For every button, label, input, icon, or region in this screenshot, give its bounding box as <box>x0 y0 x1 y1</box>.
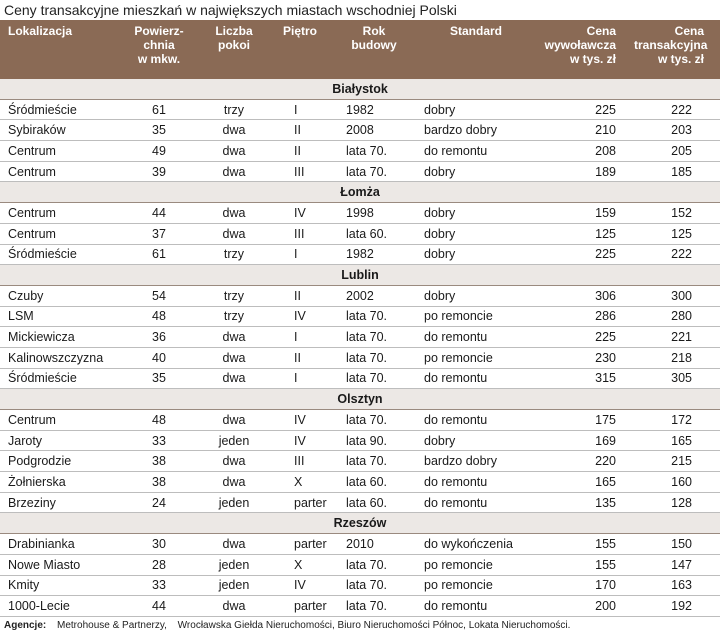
cell-asking-price: 189 <box>538 161 632 182</box>
cell-area: 35 <box>116 368 202 389</box>
table-row <box>0 472 720 493</box>
cell-asking-price: 225 <box>538 244 632 265</box>
table-row <box>0 327 720 348</box>
cell-year: lata 70. <box>334 554 414 575</box>
cell-transaction-price: 205 <box>632 141 720 162</box>
table-row <box>0 223 720 244</box>
cell-asking-price: 286 <box>538 306 632 327</box>
cell-rooms: dwa <box>202 368 266 389</box>
table-row <box>0 203 720 224</box>
table-row <box>0 430 720 451</box>
cell-standard: dobry <box>414 223 538 244</box>
col-header-year: Rok budowy <box>334 20 414 79</box>
cell-floor: III <box>266 223 334 244</box>
cell-floor: IV <box>266 203 334 224</box>
cell-standard: do remontu <box>414 472 538 493</box>
cell-floor: parter <box>266 596 334 617</box>
table-row <box>0 596 720 617</box>
cell-asking-price: 165 <box>538 472 632 493</box>
cell-standard: do remontu <box>414 410 538 431</box>
cell-floor: II <box>266 141 334 162</box>
cell-standard: dobry <box>414 99 538 120</box>
col-header-rooms: Liczba pokoi <box>202 20 266 79</box>
cell-asking-price: 169 <box>538 430 632 451</box>
city-row <box>0 389 720 410</box>
cell-standard: dobry <box>414 244 538 265</box>
cell-location: Centrum <box>0 410 116 431</box>
cell-transaction-price: 222 <box>632 99 720 120</box>
cell-floor: II <box>266 347 334 368</box>
cell-rooms: dwa <box>202 161 266 182</box>
cell-area: 44 <box>116 596 202 617</box>
col-header-transaction-price: Cena transakcyjna w tys. zł <box>632 20 720 79</box>
city-name: Rzeszów <box>0 513 720 534</box>
cell-asking-price: 155 <box>538 534 632 555</box>
cell-asking-price: 315 <box>538 368 632 389</box>
cell-rooms: trzy <box>202 244 266 265</box>
table-row <box>0 120 720 141</box>
cell-asking-price: 220 <box>538 451 632 472</box>
cell-transaction-price: 218 <box>632 347 720 368</box>
cell-area: 28 <box>116 554 202 575</box>
col-header-area: Powierz- chnia w mkw. <box>116 20 202 79</box>
cell-year: 1982 <box>334 244 414 265</box>
cell-floor: I <box>266 99 334 120</box>
cell-standard: dobry <box>414 430 538 451</box>
cell-year: lata 90. <box>334 430 414 451</box>
cell-location: Centrum <box>0 203 116 224</box>
cell-asking-price: 175 <box>538 410 632 431</box>
footer-sources <box>0 617 720 635</box>
col-header-standard: Standard <box>414 20 538 79</box>
cell-location: Centrum <box>0 141 116 162</box>
cell-rooms: jeden <box>202 554 266 575</box>
cell-floor: X <box>266 472 334 493</box>
cell-transaction-price: 163 <box>632 575 720 596</box>
cell-area: 48 <box>116 306 202 327</box>
cell-location: Brzeziny <box>0 492 116 513</box>
cell-year: lata 70. <box>334 306 414 327</box>
cell-transaction-price: 152 <box>632 203 720 224</box>
cell-standard: po remoncie <box>414 347 538 368</box>
cell-area: 35 <box>116 120 202 141</box>
cell-location: Czuby <box>0 285 116 306</box>
cell-standard: po remoncie <box>414 554 538 575</box>
cell-location: Jaroty <box>0 430 116 451</box>
col-header-location: Lokalizacja <box>0 20 116 79</box>
cell-year: 2008 <box>334 120 414 141</box>
cell-asking-price: 225 <box>538 327 632 348</box>
cell-floor: IV <box>266 410 334 431</box>
cell-area: 24 <box>116 492 202 513</box>
cell-location: Centrum <box>0 223 116 244</box>
cell-location: Mickiewicza <box>0 327 116 348</box>
cell-floor: III <box>266 451 334 472</box>
table-row <box>0 410 720 431</box>
cell-standard: dobry <box>414 161 538 182</box>
table-row <box>0 306 720 327</box>
cell-rooms: trzy <box>202 99 266 120</box>
cell-rooms: dwa <box>202 596 266 617</box>
col-header-asking-price: Cena wywoławcza w tys. zł <box>538 20 632 79</box>
footer-label: Agencje: <box>4 619 47 631</box>
cell-area: 37 <box>116 223 202 244</box>
cell-location: 1000-Lecie <box>0 596 116 617</box>
cell-year: 1982 <box>334 99 414 120</box>
cell-area: 38 <box>116 451 202 472</box>
cell-year: lata 70. <box>334 596 414 617</box>
cell-year: lata 70. <box>334 575 414 596</box>
cell-rooms: dwa <box>202 472 266 493</box>
table-row <box>0 554 720 575</box>
cell-year: lata 60. <box>334 492 414 513</box>
table-row <box>0 99 720 120</box>
cell-standard: dobry <box>414 285 538 306</box>
cell-asking-price: 155 <box>538 554 632 575</box>
cell-asking-price: 159 <box>538 203 632 224</box>
table-row <box>0 347 720 368</box>
cell-standard: do remontu <box>414 327 538 348</box>
cell-area: 49 <box>116 141 202 162</box>
cell-transaction-price: 160 <box>632 472 720 493</box>
cell-location: Żołnierska <box>0 472 116 493</box>
table-row <box>0 141 720 162</box>
cell-floor: parter <box>266 534 334 555</box>
cell-transaction-price: 305 <box>632 368 720 389</box>
cell-asking-price: 125 <box>538 223 632 244</box>
table-row <box>0 161 720 182</box>
cell-location: Nowe Miasto <box>0 554 116 575</box>
city-name: Łomża <box>0 182 720 203</box>
cell-transaction-price: 222 <box>632 244 720 265</box>
cell-location: Kalinowszczyzna <box>0 347 116 368</box>
cell-year: lata 70. <box>334 141 414 162</box>
cell-location: Sybiraków <box>0 120 116 141</box>
cell-asking-price: 210 <box>538 120 632 141</box>
cell-transaction-price: 221 <box>632 327 720 348</box>
cell-floor: X <box>266 554 334 575</box>
cell-floor: III <box>266 161 334 182</box>
cell-floor: parter <box>266 492 334 513</box>
col-header-floor: Piętro <box>266 20 334 79</box>
cell-year: lata 70. <box>334 410 414 431</box>
cell-transaction-price: 203 <box>632 120 720 141</box>
cell-floor: I <box>266 244 334 265</box>
cell-area: 38 <box>116 472 202 493</box>
cell-standard: bardzo dobry <box>414 120 538 141</box>
cell-asking-price: 170 <box>538 575 632 596</box>
cell-area: 33 <box>116 430 202 451</box>
cell-transaction-price: 128 <box>632 492 720 513</box>
city-name: Olsztyn <box>0 389 720 410</box>
city-row <box>0 182 720 203</box>
cell-year: lata 70. <box>334 161 414 182</box>
city-name: Lublin <box>0 265 720 286</box>
cell-area: 54 <box>116 285 202 306</box>
cell-location: Podgrodzie <box>0 451 116 472</box>
city-name: Białystok <box>0 79 720 99</box>
cell-standard: do wykończenia <box>414 534 538 555</box>
prices-table <box>0 20 720 617</box>
cell-year: lata 60. <box>334 223 414 244</box>
cell-rooms: dwa <box>202 223 266 244</box>
cell-area: 36 <box>116 327 202 348</box>
cell-transaction-price: 280 <box>632 306 720 327</box>
cell-transaction-price: 300 <box>632 285 720 306</box>
cell-standard: do remontu <box>414 368 538 389</box>
cell-area: 39 <box>116 161 202 182</box>
cell-standard: do remontu <box>414 596 538 617</box>
cell-transaction-price: 185 <box>632 161 720 182</box>
cell-asking-price: 200 <box>538 596 632 617</box>
cell-location: Śródmieście <box>0 99 116 120</box>
header-row <box>0 20 720 79</box>
table-row <box>0 492 720 513</box>
cell-standard: do remontu <box>414 141 538 162</box>
cell-standard: bardzo dobry <box>414 451 538 472</box>
cell-rooms: dwa <box>202 347 266 368</box>
cell-rooms: jeden <box>202 575 266 596</box>
cell-floor: IV <box>266 306 334 327</box>
cell-transaction-price: 215 <box>632 451 720 472</box>
cell-floor: I <box>266 368 334 389</box>
cell-floor: II <box>266 285 334 306</box>
city-row <box>0 79 720 99</box>
cell-location: Centrum <box>0 161 116 182</box>
cell-location: Drabinianka <box>0 534 116 555</box>
footer-source: Metrohouse & Partnerzy, <box>57 619 167 631</box>
cell-area: 44 <box>116 203 202 224</box>
cell-area: 61 <box>116 244 202 265</box>
cell-rooms: jeden <box>202 430 266 451</box>
cell-floor: I <box>266 327 334 348</box>
table-title: Ceny transakcyjne mieszkań w największych miastach wschodniej Polski <box>4 2 457 18</box>
cell-year: lata 60. <box>334 472 414 493</box>
table-row <box>0 534 720 555</box>
cell-rooms: dwa <box>202 120 266 141</box>
cell-rooms: trzy <box>202 306 266 327</box>
footer-source: Wrocławska Giełda Nieruchomości, Biuro Nieruchomości Północ, Lokata Nieruchomości. <box>177 619 571 631</box>
cell-rooms: dwa <box>202 327 266 348</box>
cell-rooms: dwa <box>202 141 266 162</box>
cell-rooms: dwa <box>202 410 266 431</box>
cell-area: 30 <box>116 534 202 555</box>
cell-area: 48 <box>116 410 202 431</box>
cell-asking-price: 230 <box>538 347 632 368</box>
cell-area: 40 <box>116 347 202 368</box>
cell-rooms: dwa <box>202 534 266 555</box>
cell-asking-price: 306 <box>538 285 632 306</box>
cell-standard: po remoncie <box>414 306 538 327</box>
table-row <box>0 285 720 306</box>
cell-transaction-price: 192 <box>632 596 720 617</box>
cell-standard: dobry <box>414 203 538 224</box>
table-row <box>0 244 720 265</box>
cell-transaction-price: 150 <box>632 534 720 555</box>
table-row <box>0 575 720 596</box>
cell-year: 1998 <box>334 203 414 224</box>
cell-location: LSM <box>0 306 116 327</box>
city-row <box>0 265 720 286</box>
table-row <box>0 451 720 472</box>
cell-rooms: dwa <box>202 451 266 472</box>
cell-year: 2010 <box>334 534 414 555</box>
cell-rooms: jeden <box>202 492 266 513</box>
cell-asking-price: 225 <box>538 99 632 120</box>
cell-standard: do remontu <box>414 492 538 513</box>
cell-standard: po remoncie <box>414 575 538 596</box>
cell-rooms: trzy <box>202 285 266 306</box>
cell-floor: IV <box>266 430 334 451</box>
cell-location: Śródmieście <box>0 368 116 389</box>
cell-asking-price: 208 <box>538 141 632 162</box>
city-row <box>0 513 720 534</box>
table-row <box>0 368 720 389</box>
cell-transaction-price: 165 <box>632 430 720 451</box>
cell-transaction-price: 172 <box>632 410 720 431</box>
cell-area: 61 <box>116 99 202 120</box>
cell-year: lata 70. <box>334 347 414 368</box>
cell-year: 2002 <box>334 285 414 306</box>
cell-area: 33 <box>116 575 202 596</box>
cell-year: lata 70. <box>334 327 414 348</box>
cell-transaction-price: 125 <box>632 223 720 244</box>
table-body <box>0 79 720 616</box>
cell-rooms: dwa <box>202 203 266 224</box>
cell-floor: IV <box>266 575 334 596</box>
cell-transaction-price: 147 <box>632 554 720 575</box>
cell-floor: II <box>266 120 334 141</box>
cell-year: lata 70. <box>334 451 414 472</box>
cell-asking-price: 135 <box>538 492 632 513</box>
cell-location: Kmity <box>0 575 116 596</box>
cell-location: Śródmieście <box>0 244 116 265</box>
cell-year: lata 70. <box>334 368 414 389</box>
